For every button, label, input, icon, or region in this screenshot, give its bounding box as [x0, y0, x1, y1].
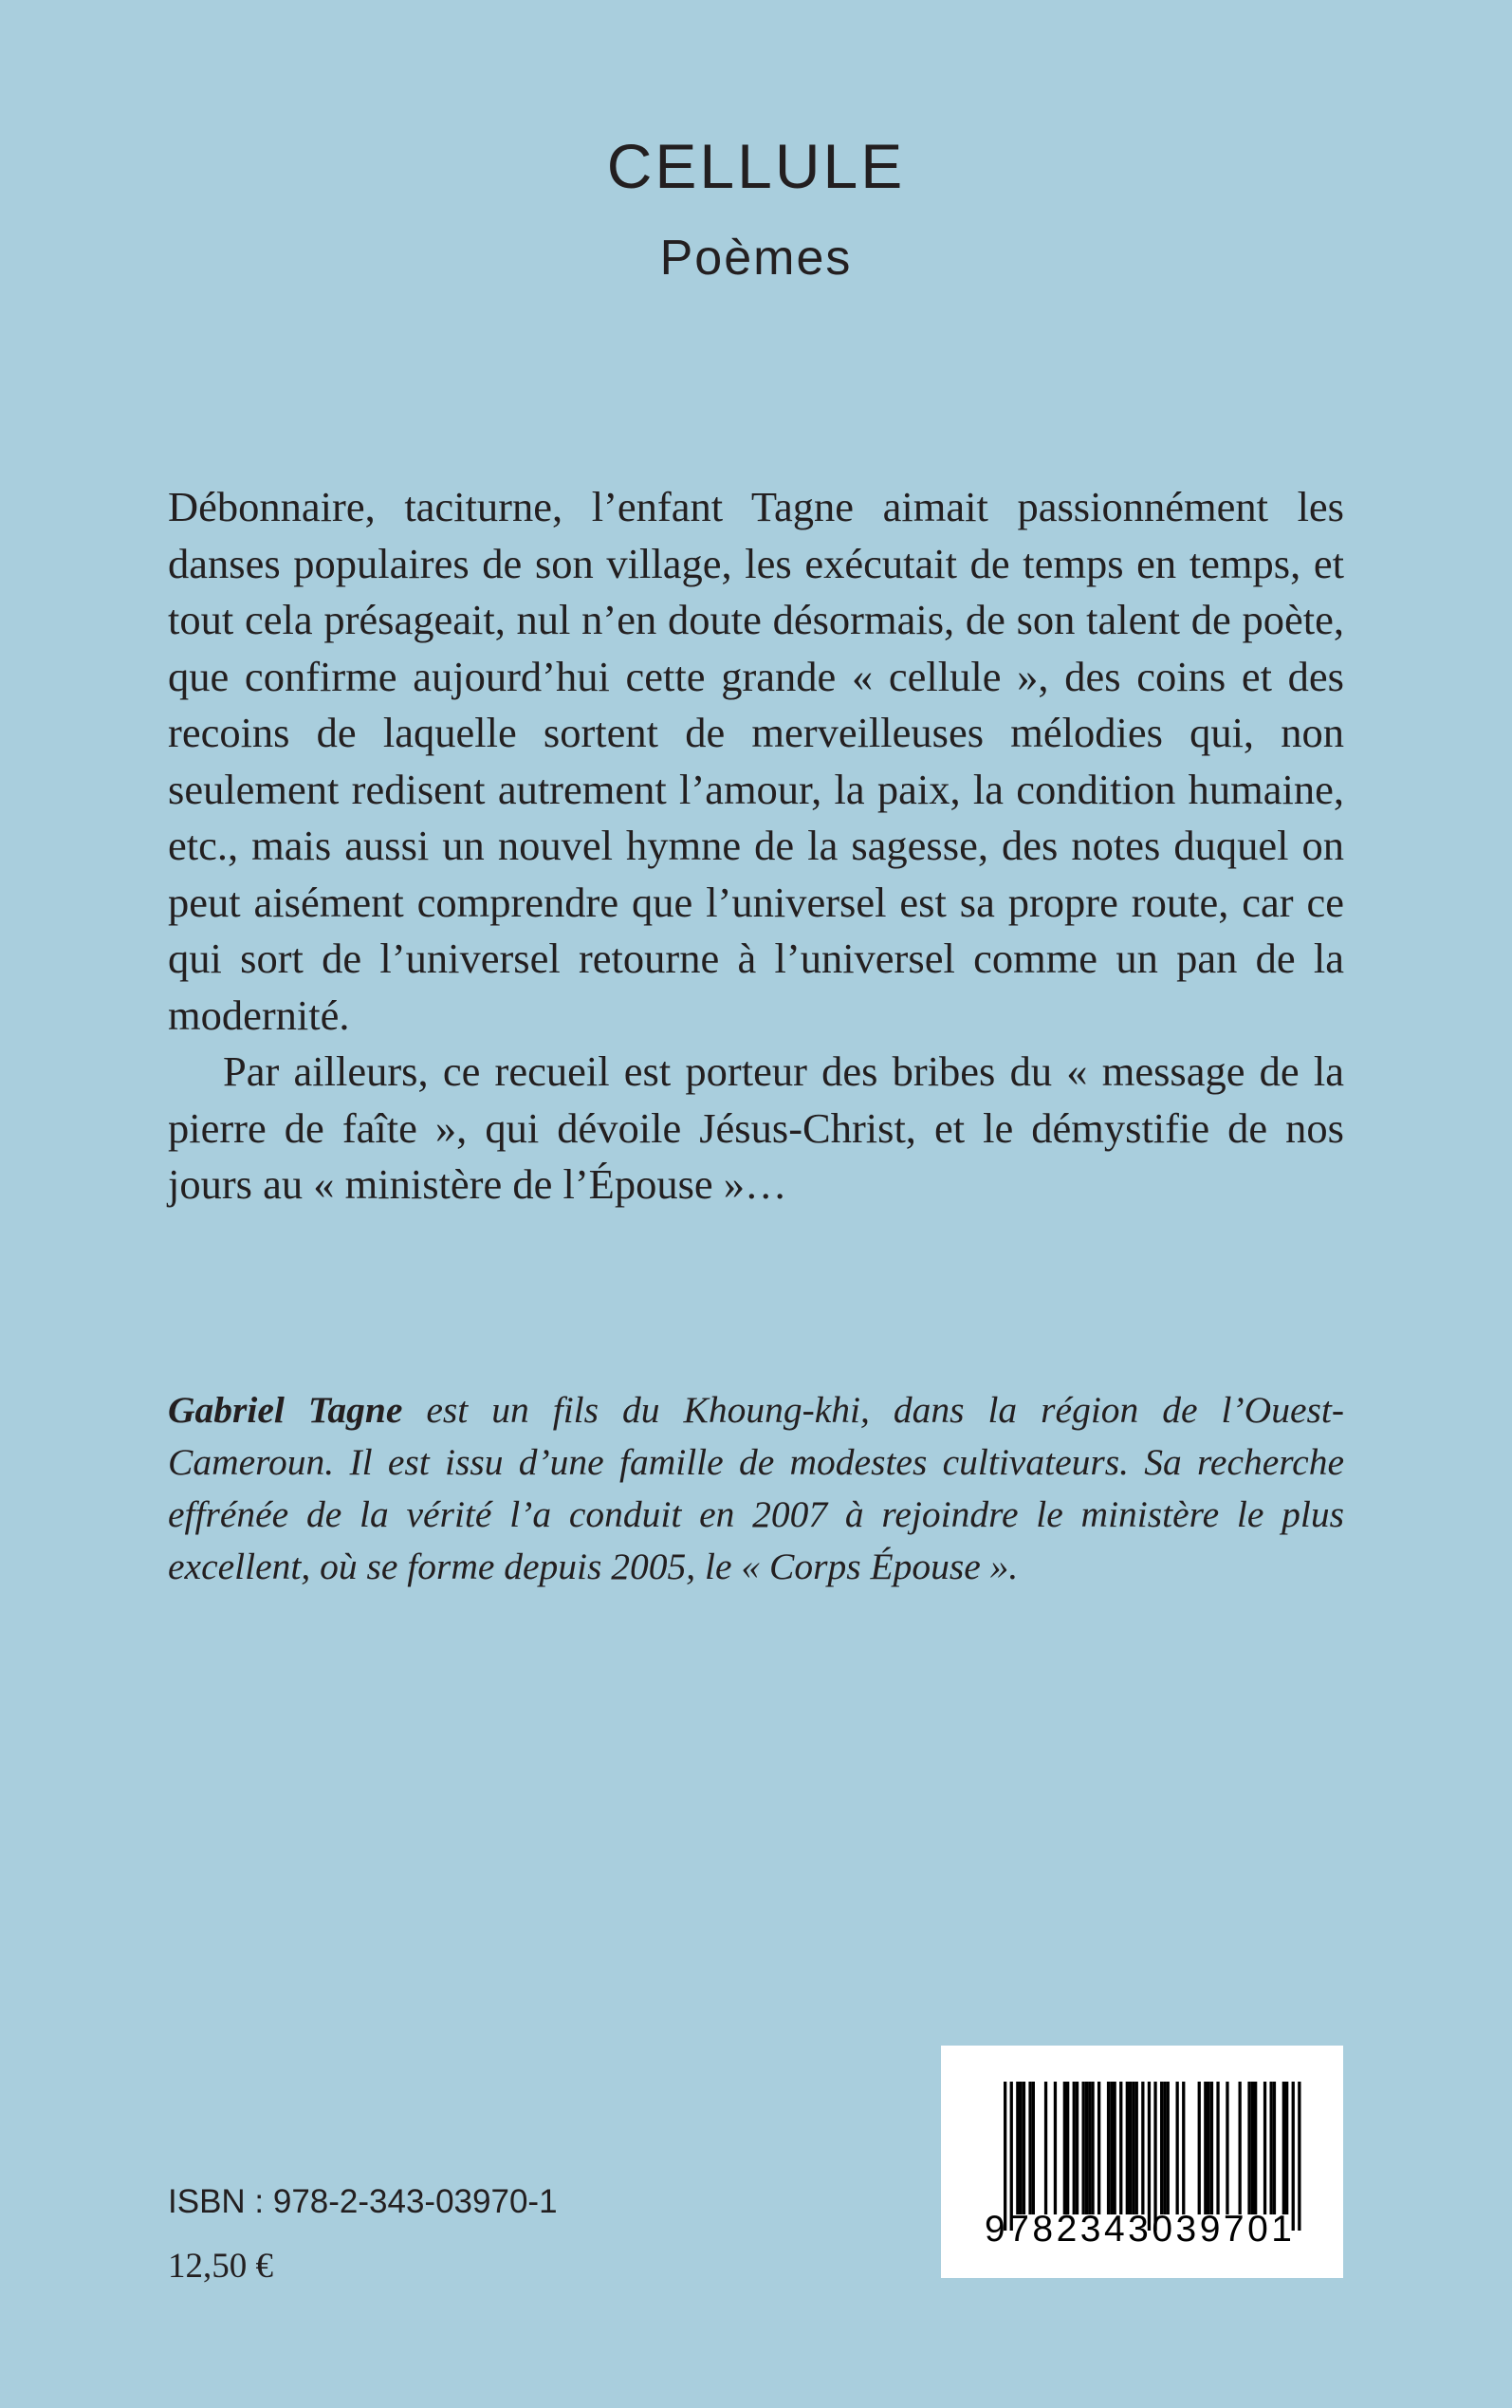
barcode-bar	[1066, 2082, 1069, 2214]
blurb-paragraph-1: Débonnaire, taciturne, l’enfant Tagne aimait passionnément les danses populaires de son village, les exécutait de temps en temps, et tout cela présageait, nul n’en doute désormais, de son talent de poète, que confirme aujourd’hui cette grande « cellule », des coins et des recoins de laquelle sortent de merveilleuses mélodies qui, non seulement redisent autrement l’amour, la paix, la condition humaine, etc., mais aussi un nouvel hymne de la sagesse, des notes duquel on peut aisément comprendre que l’universel est sa propre route, car ce qui sort de l’universel retourne à l’universel comme un pan de la modernité.	[168, 483, 1344, 1039]
barcode-bar	[1097, 2082, 1100, 2214]
author-bio-text: est un fils du Khoung-khi, dans la région de l’Ouest-Cameroun. Il est issu d’une famille de modestes cultivateurs. Sa recherche effrénée de la vérité l’a conduit en 2007 à rejoindre le ministère le plus excellent, où se forme depuis 2005, le « Corps Épouse ».	[168, 1389, 1344, 1587]
barcode-bar	[1110, 2082, 1113, 2214]
barcode-bar	[1167, 2082, 1170, 2214]
barcode-bar	[1226, 2082, 1228, 2214]
barcode-bar	[1054, 2082, 1057, 2214]
barcode-bar	[1028, 2082, 1031, 2214]
barcode-bar	[1073, 2082, 1076, 2214]
barcode-bar	[1298, 2082, 1300, 2231]
barcode-bar	[1198, 2082, 1201, 2214]
barcode-bar	[1082, 2082, 1085, 2214]
barcode-bar	[1135, 2082, 1138, 2214]
book-title: CELLULE	[606, 131, 906, 201]
author-name: Gabriel Tagne	[168, 1389, 403, 1431]
barcode-bar	[1119, 2082, 1122, 2214]
barcode-bar	[1208, 2082, 1210, 2214]
book-subtitle: Poèmes	[659, 231, 853, 286]
barcode-bar	[1176, 2082, 1179, 2214]
barcode-bar	[1210, 2082, 1213, 2214]
barcode	[941, 2046, 1343, 2278]
barcode-bar	[1282, 2082, 1285, 2214]
barcode-bar	[1091, 2082, 1094, 2214]
barcode-bar	[1132, 2082, 1134, 2214]
barcode-bar	[1182, 2082, 1185, 2214]
barcode-bar	[1247, 2082, 1250, 2214]
barcode-bar	[1270, 2082, 1273, 2214]
barcode-bar	[1063, 2082, 1066, 2214]
back-cover-blurb	[168, 479, 1344, 1213]
barcode-bar	[1216, 2082, 1219, 2214]
barcode-bar	[1032, 2082, 1035, 2214]
barcode-bar	[1076, 2082, 1079, 2214]
blurb-paragraph-2: Par ailleurs, ce recueil est porteur des bribes du « message de la pierre de faîte », qui dévoile Jésus-Christ, et le démystifie de nos jours au « ministère de l’Épouse »…	[168, 1047, 1344, 1208]
barcode-bar	[1126, 2082, 1129, 2214]
barcode-bar	[1273, 2082, 1276, 2214]
barcode-bar	[1088, 2082, 1091, 2214]
barcode-bar	[1129, 2082, 1132, 2214]
barcode-bar	[1163, 2082, 1166, 2214]
barcode-bar	[1251, 2082, 1254, 2214]
barcode-bar	[1263, 2082, 1266, 2214]
barcode-bar	[1020, 2082, 1023, 2214]
author-bio	[168, 1384, 1344, 1593]
barcode-bar	[1114, 2082, 1116, 2214]
barcode-bar	[1254, 2082, 1257, 2214]
barcode-bar	[1023, 2082, 1025, 2214]
barcode-bar	[1239, 2082, 1242, 2214]
barcode-bar	[1285, 2082, 1288, 2214]
barcode-bar	[1141, 2082, 1144, 2214]
barcode-digits: 9782343039701	[985, 2209, 1296, 2250]
barcode-bar	[1085, 2082, 1088, 2214]
barcode-bar	[1204, 2082, 1207, 2214]
barcode-bar	[1016, 2082, 1019, 2214]
barcode-bar	[1107, 2082, 1110, 2214]
price-label: 12,50 €	[168, 2247, 273, 2286]
barcode-bar	[1160, 2082, 1163, 2214]
barcode-bar	[1044, 2082, 1047, 2214]
isbn-label: ISBN : 978-2-343-03970-1	[168, 2183, 558, 2220]
